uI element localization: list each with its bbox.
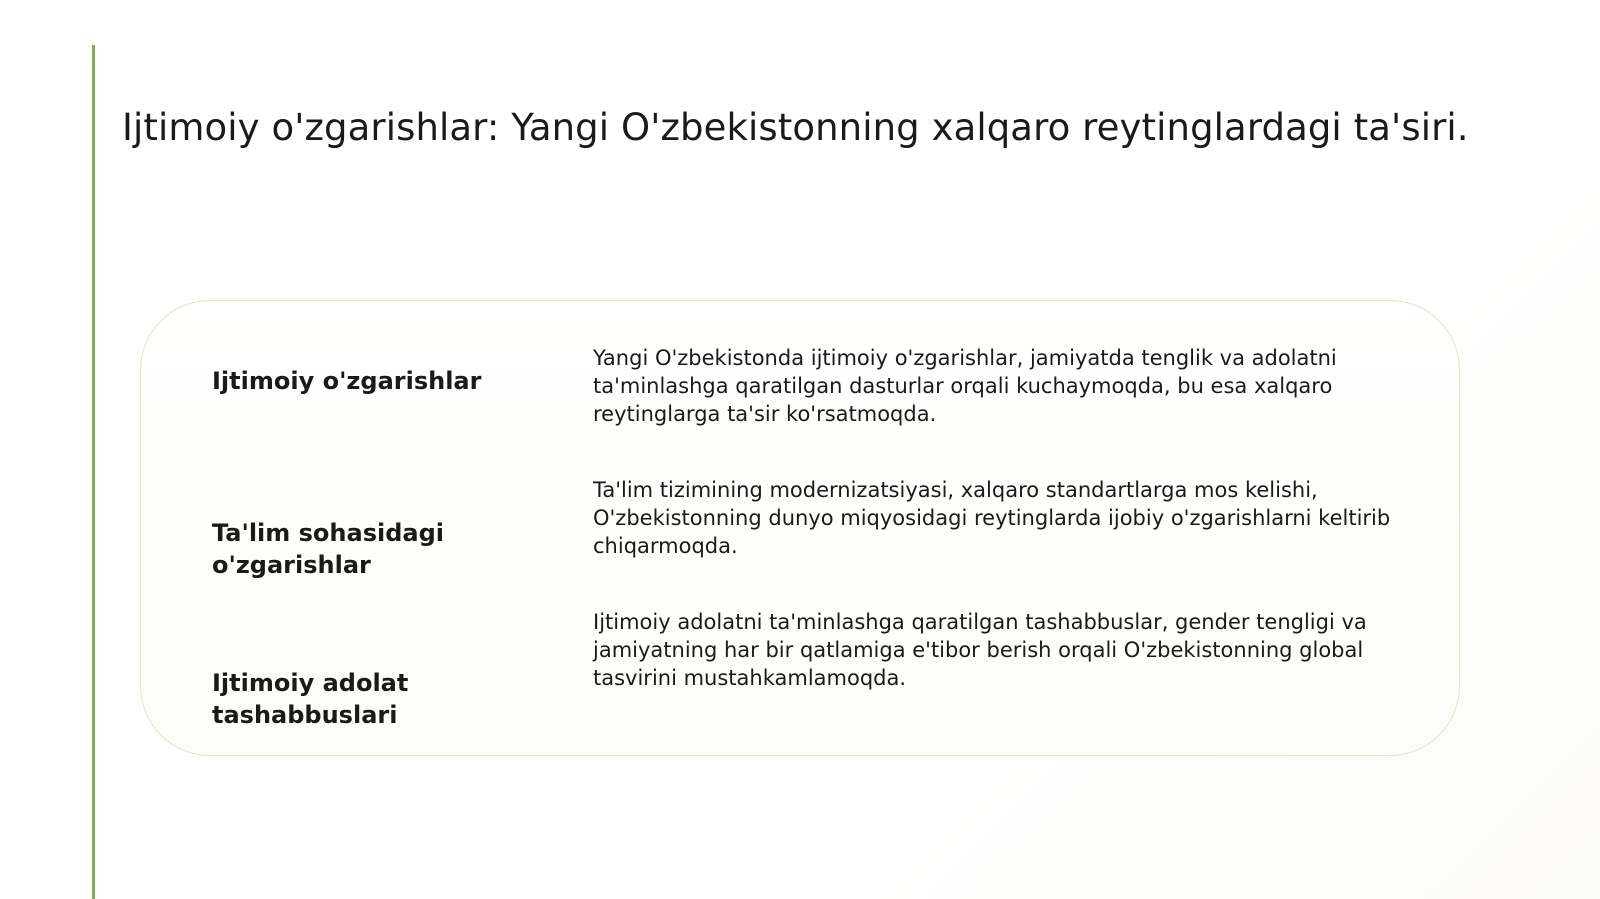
slide-title: Ijtimoiy o'zgarishlar: Yangi O'zbekistonning xalqaro reytinglardagi ta'siri. [122,106,1469,149]
row-label-education-changes: Ta'lim sohasidagi o'zgarishlar [212,519,444,579]
row-description-social-changes: Yangi O'zbekistonda ijtimoiy o'zgarishlar, jamiyatda tenglik va adolatni ta'minlashga qaratilgan dasturlar orqali kuchaymoqda, bu esa xalqaro reytinglarga ta'sir ko'rsatmoqda. [593,346,1337,426]
row-description-education-changes: Ta'lim tizimining modernizatsiyasi, xalqaro standartlarga mos kelishi, O'zbekistonning dunyo miqyosidagi reytinglarda ijobiy o'zgarishlarni keltirib chiqarmoqda. [593,478,1391,558]
row-description-social-justice: Ijtimoiy adolatni ta'minlashga qaratilgan tashabbuslar, gender tengligi va jamiyatning har bir qatlamiga e'tibor berish orqali O'zbekistonning global tasvirini mustahkamlamoqda. [593,610,1367,690]
row-label-social-changes: Ijtimoiy o'zgarishlar [212,367,482,395]
row-label-social-justice: Ijtimoiy adolat tashabbuslari [212,669,409,729]
accent-bar [92,45,95,899]
